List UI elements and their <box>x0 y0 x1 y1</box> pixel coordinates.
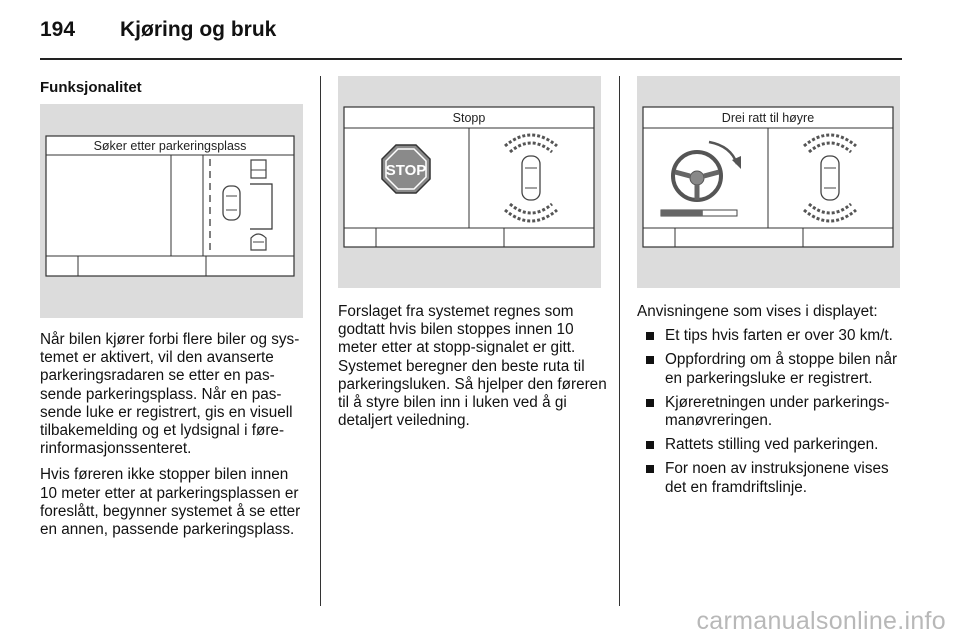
list-item: Rattets stilling ved parkeringen. <box>637 436 905 454</box>
list-item: For noen av instruksjonene vises det en framdriftslinje. <box>637 460 905 496</box>
figure-steer-caption: Drei ratt til høyre <box>721 111 815 125</box>
column-divider-2 <box>619 76 620 606</box>
page-number: 194 <box>40 18 76 41</box>
bullet-square-icon <box>646 356 654 364</box>
paragraph: Forslaget fra systemet regnes som godtatt hvis bilen stoppes innen 10 meter etter at stopp-signalet er gitt. Systemet beregner den beste ruta til parkeringsluken. Så hjelper den føreren til å styre bilen inn i luken ved å gi detaljert veiledning. <box>338 303 607 430</box>
section-title: Funksjonalitet <box>40 79 142 96</box>
list-item: Kjøreretningen under parkeringsmanøvreringen. <box>637 394 905 430</box>
bullet-square-icon <box>646 465 654 473</box>
figure-search-caption: Søker etter parkeringsplass <box>93 139 247 153</box>
progress-bar-fill <box>661 210 703 216</box>
own-car-icon <box>223 186 240 220</box>
header-rule <box>40 58 902 60</box>
column-1-text <box>40 331 308 547</box>
figure-stop-caption: Stopp <box>452 111 486 125</box>
figure-stop <box>338 76 601 288</box>
bullet-square-icon <box>646 332 654 340</box>
paragraph: Hvis føreren ikke stopper bilen innen 10 meter etter at parkeringsplassen er foreslått, begynner systemet å se etter en annen, passende parkeringsplass. <box>40 466 301 539</box>
stop-sign-text: STOP <box>385 162 427 179</box>
page-header <box>40 18 276 48</box>
bullet-square-icon <box>646 441 654 449</box>
bullet-list <box>637 327 905 497</box>
list-item: Oppfordring om å stoppe bilen når en parkeringsluke er registrert. <box>637 351 905 387</box>
figure-parking-search <box>40 104 303 318</box>
column-2-text <box>338 303 608 438</box>
watermark: carmanualsonline.info <box>696 607 946 635</box>
chapter-title: Kjøring og bruk <box>120 18 277 41</box>
stop-sign-icon <box>382 145 430 193</box>
progress-bar <box>661 210 737 216</box>
paragraph: Når bilen kjører forbi flere biler og systemet er aktivert, vil den avanserte parkeringsradaren se etter en passende parkeringsplass. Når en passende luke er registrert, gis en visuell tilbakemelding og et lydsignal i førerinformasjonssenteret. <box>40 331 300 458</box>
figure-steer-right <box>637 76 900 288</box>
column-divider-1 <box>320 76 321 606</box>
list-item: Et tips hvis farten er over 30 km/t. <box>637 327 905 345</box>
parked-car-icon <box>251 234 266 250</box>
parked-car-icon <box>251 160 266 178</box>
list-intro: Anvisningene som vises i displayet: <box>637 303 878 320</box>
column-3-text <box>637 303 905 503</box>
bullet-square-icon <box>646 399 654 407</box>
